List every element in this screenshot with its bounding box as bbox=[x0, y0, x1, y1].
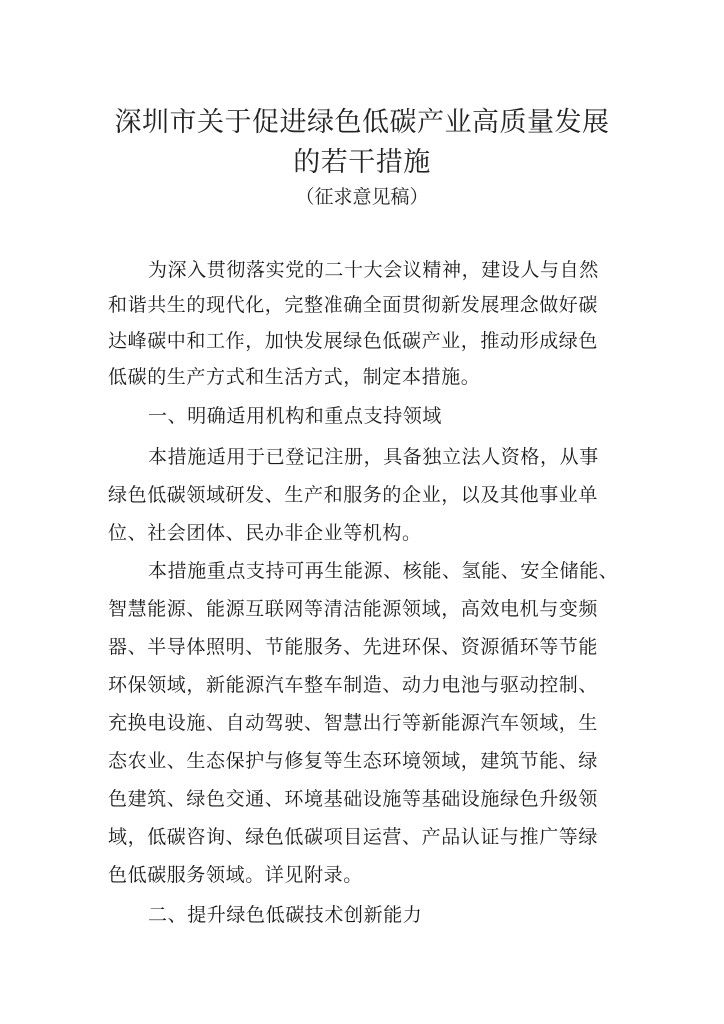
body-line: 和谐共生的现代化，完整准确全面贯彻新发展理念做好碳 bbox=[108, 294, 599, 316]
body-line: 器、半导体照明、节能服务、先进环保、资源循环等节能 bbox=[108, 636, 599, 658]
body-line: 色建筑、绿色交通、环境基础设施等基础设施绿色升级领 bbox=[108, 788, 599, 810]
document-subtitle: （征求意见稿） bbox=[295, 186, 429, 208]
body-line: 达峰碳中和工作，加快发展绿色低碳产业，推动形成绿色 bbox=[108, 330, 599, 352]
body-line: 为深入贯彻落实党的二十大会议精神，建设人与自然 bbox=[148, 259, 599, 281]
body-line: 智慧能源、能源互联网等清洁能源领域，高效电机与变频 bbox=[108, 598, 599, 620]
body-line: 本措施适用于已登记注册，具备独立法人资格，从事 bbox=[148, 446, 599, 468]
body-line: 色低碳服务领域。详见附录。 bbox=[108, 864, 363, 886]
body-line: 低碳的生产方式和生活方式，制定本措施。 bbox=[108, 366, 481, 388]
document-title-line-2: 的若干措施 bbox=[293, 147, 431, 178]
body-line: 位、社会团体、民办非企业等机构。 bbox=[108, 522, 422, 544]
body-line: 域，低碳咨询、绿色低碳项目运营、产品认证与推广等绿 bbox=[108, 826, 599, 848]
body-line: 态农业、生态保护与修复等生态环境领域，建筑节能、绿 bbox=[108, 750, 599, 772]
document-title-line-1: 深圳市关于促进绿色低碳产业高质量发展 bbox=[114, 107, 610, 138]
body-line: 绿色低碳领域研发、生产和服务的企业，以及其他事业单 bbox=[108, 484, 599, 506]
body-line: 本措施重点支持可再生能源、核能、氢能、安全储能、 bbox=[148, 560, 619, 582]
body-line: 充换电设施、自动驾驶、智慧出行等新能源汽车领域，生 bbox=[108, 712, 599, 734]
body-line: 环保领域，新能源汽车整车制造、动力电池与驱动控制、 bbox=[108, 674, 599, 696]
section-heading: 一、明确适用机构和重点支持领域 bbox=[148, 405, 443, 427]
section-heading: 二、提升绿色低碳技术创新能力 bbox=[148, 904, 423, 926]
